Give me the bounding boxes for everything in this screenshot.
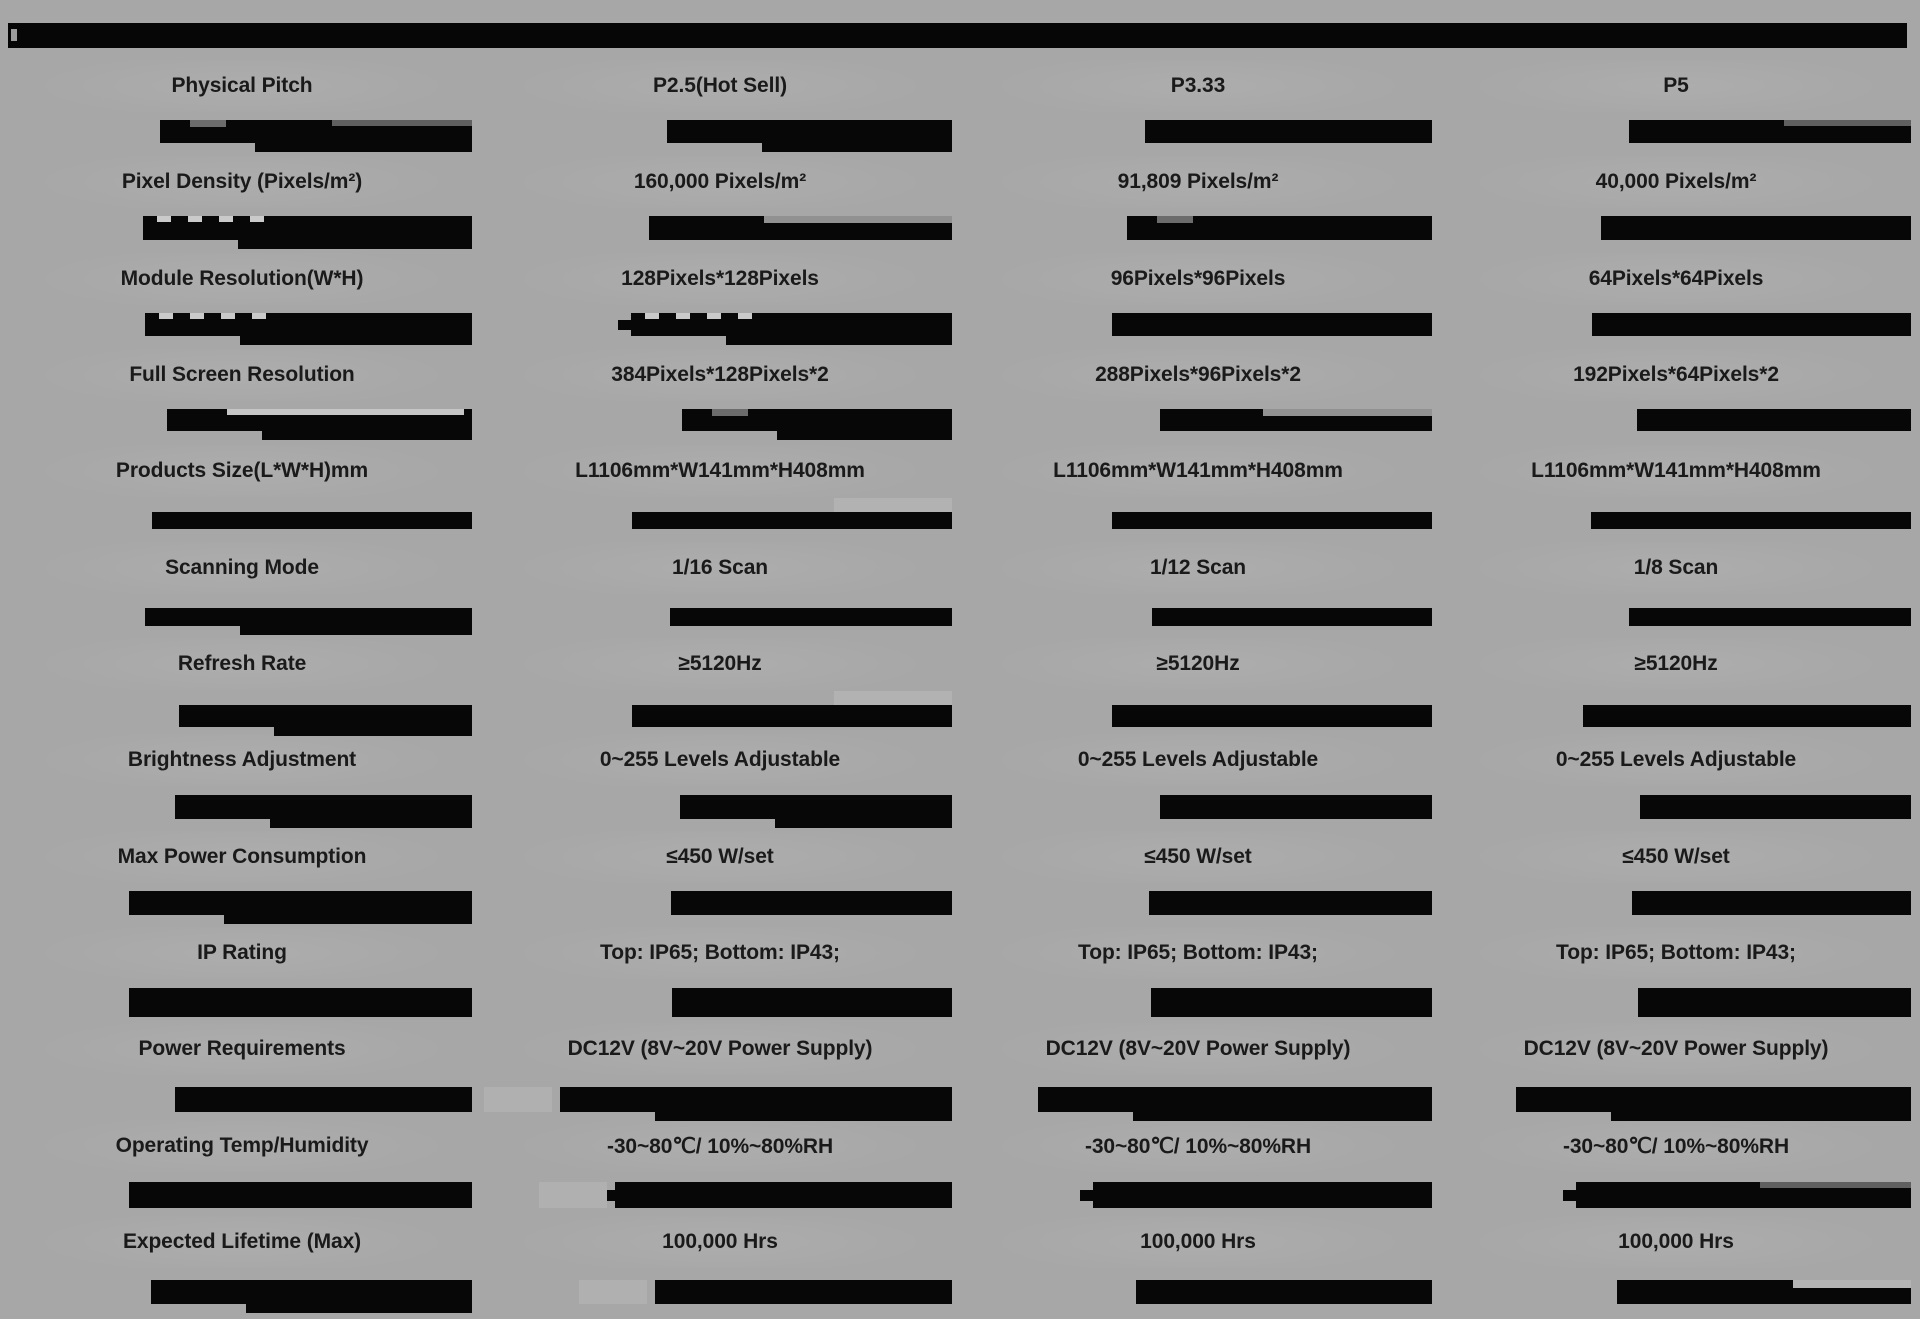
redaction-bar bbox=[1127, 216, 1432, 240]
redaction-bar bbox=[1149, 891, 1432, 915]
redaction-bar bbox=[1592, 313, 1911, 336]
spec-row-label: IP Rating bbox=[3, 927, 481, 979]
redaction-segment-step bbox=[224, 915, 472, 924]
spec-value-cell: 0~255 Levels Adjustable bbox=[959, 734, 1437, 786]
redaction-segment-stubL bbox=[1080, 1190, 1094, 1202]
redaction-bar bbox=[1112, 313, 1432, 336]
redaction-bar bbox=[1152, 608, 1432, 626]
redaction-segment-step bbox=[246, 1304, 472, 1313]
redaction-segment-darkTLsq bbox=[1157, 216, 1193, 223]
spec-value-cell: 100,000 Hrs bbox=[481, 1216, 959, 1268]
spec-row-label: Products Size(L*W*H)mm bbox=[3, 445, 481, 497]
redaction-bar bbox=[1638, 988, 1911, 1017]
redaction-segment-step bbox=[762, 143, 952, 152]
redaction-bar bbox=[1112, 705, 1432, 727]
spec-value-cell: 0~255 Levels Adjustable bbox=[1437, 734, 1915, 786]
redaction-segment-step bbox=[240, 626, 472, 635]
redaction-segment-grayTR bbox=[1263, 409, 1432, 416]
spec-value-cell: ≤450 W/set bbox=[1437, 831, 1915, 883]
redaction-bar bbox=[1640, 795, 1911, 819]
redaction-segment-step bbox=[270, 819, 472, 828]
spec-value-cell: L1106mm*W141mm*H408mm bbox=[481, 445, 959, 497]
redaction-bar bbox=[631, 313, 952, 336]
redaction-bar bbox=[671, 891, 952, 915]
redaction-bar bbox=[129, 1182, 472, 1208]
redaction-bar bbox=[175, 795, 472, 819]
redaction-bar bbox=[160, 120, 472, 143]
redaction-bar bbox=[1591, 512, 1911, 529]
redaction-bar bbox=[632, 512, 952, 529]
redaction-bar bbox=[1637, 409, 1911, 431]
redaction-segment-step bbox=[726, 336, 952, 345]
redaction-bar bbox=[672, 988, 952, 1017]
redaction-segment-step bbox=[1133, 1112, 1432, 1121]
redacted-title-bar bbox=[8, 23, 1907, 48]
redaction-segment-lightBefore bbox=[539, 1182, 607, 1208]
redaction-bar bbox=[1151, 988, 1432, 1017]
spec-value-cell: DC12V (8V~20V Power Supply) bbox=[481, 1023, 959, 1075]
redaction-bar bbox=[129, 891, 472, 915]
spec-value-cell: ≤450 W/set bbox=[959, 831, 1437, 883]
redaction-bar bbox=[1629, 608, 1911, 626]
redaction-segment-step bbox=[1611, 1112, 1911, 1121]
corner-header: Physical Pitch bbox=[3, 60, 481, 112]
spec-value-cell: 288Pixels*96Pixels*2 bbox=[959, 349, 1437, 401]
spec-row-label: Max Power Consumption bbox=[3, 831, 481, 883]
redaction-segment-dashTL bbox=[645, 313, 767, 319]
spec-value-cell: 1/8 Scan bbox=[1437, 542, 1915, 594]
redaction-bar bbox=[670, 608, 952, 626]
redaction-segment-darkTR bbox=[332, 120, 472, 126]
redaction-bar bbox=[1629, 120, 1911, 143]
redaction-bar bbox=[152, 512, 472, 529]
redaction-segment-grayTR bbox=[764, 216, 952, 223]
redaction-segment-dashTL bbox=[159, 313, 281, 319]
spec-value-cell: Top: IP65; Bottom: IP43; bbox=[1437, 927, 1915, 979]
redaction-segment-step bbox=[655, 1112, 952, 1121]
redaction-segment-lightBefore bbox=[579, 1280, 647, 1304]
redaction-bar bbox=[649, 216, 952, 240]
spec-value-cell: 100,000 Hrs bbox=[959, 1216, 1437, 1268]
spec-value-cell: -30~80℃/ 10%~80%RH bbox=[1437, 1120, 1915, 1172]
redaction-bar bbox=[632, 705, 952, 727]
spec-value-cell: 96Pixels*96Pixels bbox=[959, 253, 1437, 305]
redaction-segment-step bbox=[262, 431, 472, 440]
spec-value-cell: 0~255 Levels Adjustable bbox=[481, 734, 959, 786]
column-header: P2.5(Hot Sell) bbox=[481, 60, 959, 112]
column-header: P3.33 bbox=[959, 60, 1437, 112]
redaction-bar bbox=[1583, 705, 1911, 727]
title-bar-notch bbox=[11, 29, 17, 41]
redaction-bar bbox=[175, 1087, 472, 1112]
redaction-bar bbox=[1038, 1087, 1432, 1112]
redaction-bar bbox=[129, 988, 472, 1017]
spec-value-cell: 40,000 Pixels/m² bbox=[1437, 156, 1915, 208]
redaction-segment-dashTL bbox=[157, 216, 279, 222]
redaction-bar bbox=[145, 313, 472, 336]
spec-value-cell: 160,000 Pixels/m² bbox=[481, 156, 959, 208]
redaction-segment-step bbox=[777, 431, 952, 440]
spec-value-cell: DC12V (8V~20V Power Supply) bbox=[1437, 1023, 1915, 1075]
redaction-segment-stubL bbox=[618, 320, 632, 330]
spec-value-cell: L1106mm*W141mm*H408mm bbox=[1437, 445, 1915, 497]
redaction-segment-stubL bbox=[1563, 1190, 1577, 1202]
redaction-segment-step bbox=[238, 240, 472, 249]
spec-value-cell: 192Pixels*64Pixels*2 bbox=[1437, 349, 1915, 401]
redaction-segment-darkTLsq bbox=[712, 409, 748, 416]
redaction-segment-lightAbove bbox=[834, 498, 952, 512]
redaction-bar bbox=[151, 1280, 472, 1304]
redaction-bar bbox=[682, 409, 952, 431]
spec-value-cell: Top: IP65; Bottom: IP43; bbox=[959, 927, 1437, 979]
spec-value-cell: L1106mm*W141mm*H408mm bbox=[959, 445, 1437, 497]
spec-value-cell: ≥5120Hz bbox=[959, 638, 1437, 690]
spec-row-label: Brightness Adjustment bbox=[3, 734, 481, 786]
redaction-segment-step bbox=[274, 727, 472, 736]
redaction-segment-darkTLsq bbox=[190, 120, 226, 127]
spec-row-label: Full Screen Resolution bbox=[3, 349, 481, 401]
redaction-bar bbox=[1617, 1280, 1911, 1304]
redaction-segment-darkTR bbox=[1760, 1182, 1911, 1188]
redaction-bar bbox=[167, 409, 472, 431]
spec-value-cell: -30~80℃/ 10%~80%RH bbox=[959, 1120, 1437, 1172]
redaction-bar bbox=[667, 120, 952, 143]
spec-value-cell: ≤450 W/set bbox=[481, 831, 959, 883]
redaction-bar bbox=[1160, 409, 1432, 431]
spec-value-cell: 128Pixels*128Pixels bbox=[481, 253, 959, 305]
redaction-bar bbox=[1601, 216, 1911, 240]
spec-value-cell: 1/16 Scan bbox=[481, 542, 959, 594]
spec-row-label: Pixel Density (Pixels/m²) bbox=[3, 156, 481, 208]
spec-row-label: Module Resolution(W*H) bbox=[3, 253, 481, 305]
redaction-bar bbox=[1145, 120, 1432, 143]
redaction-bar bbox=[1576, 1182, 1911, 1208]
redaction-bar bbox=[560, 1087, 952, 1112]
redaction-bar bbox=[145, 608, 472, 626]
redaction-segment-lightBefore bbox=[484, 1087, 552, 1112]
spec-value-cell: Top: IP65; Bottom: IP43; bbox=[481, 927, 959, 979]
redaction-segment-lightTop bbox=[227, 409, 464, 415]
redaction-bar bbox=[615, 1182, 952, 1208]
spec-value-cell: ≥5120Hz bbox=[1437, 638, 1915, 690]
spec-row-label: Operating Temp/Humidity bbox=[3, 1120, 481, 1172]
redaction-segment-lightTR bbox=[1793, 1280, 1911, 1288]
redaction-bar bbox=[1516, 1087, 1911, 1112]
redaction-bar bbox=[179, 705, 472, 727]
redaction-segment-lightAbove bbox=[834, 691, 952, 705]
redaction-segment-darkTR bbox=[1784, 120, 1911, 126]
spec-value-cell: DC12V (8V~20V Power Supply) bbox=[959, 1023, 1437, 1075]
redaction-segment-step bbox=[240, 336, 472, 345]
redaction-bar bbox=[143, 216, 472, 240]
spec-row-label: Scanning Mode bbox=[3, 542, 481, 594]
spec-value-cell: 1/12 Scan bbox=[959, 542, 1437, 594]
redaction-segment-step bbox=[255, 143, 472, 152]
column-header: P5 bbox=[1437, 60, 1915, 112]
redaction-bar bbox=[1160, 795, 1432, 819]
redaction-bar bbox=[1632, 891, 1911, 915]
redaction-bar bbox=[1112, 512, 1432, 529]
spec-value-cell: 91,809 Pixels/m² bbox=[959, 156, 1437, 208]
spec-value-cell: 100,000 Hrs bbox=[1437, 1216, 1915, 1268]
redaction-bar bbox=[655, 1280, 952, 1304]
redaction-bar bbox=[680, 795, 952, 819]
spec-value-cell: 64Pixels*64Pixels bbox=[1437, 253, 1915, 305]
redaction-bar bbox=[1093, 1182, 1432, 1208]
spec-value-cell: 384Pixels*128Pixels*2 bbox=[481, 349, 959, 401]
redaction-bar bbox=[1136, 1280, 1432, 1304]
spec-row-label: Power Requirements bbox=[3, 1023, 481, 1075]
spec-row-label: Expected Lifetime (Max) bbox=[3, 1216, 481, 1268]
spec-value-cell: ≥5120Hz bbox=[481, 638, 959, 690]
redaction-segment-step bbox=[775, 819, 952, 828]
spec-row-label: Refresh Rate bbox=[3, 638, 481, 690]
spec-value-cell: -30~80℃/ 10%~80%RH bbox=[481, 1120, 959, 1172]
